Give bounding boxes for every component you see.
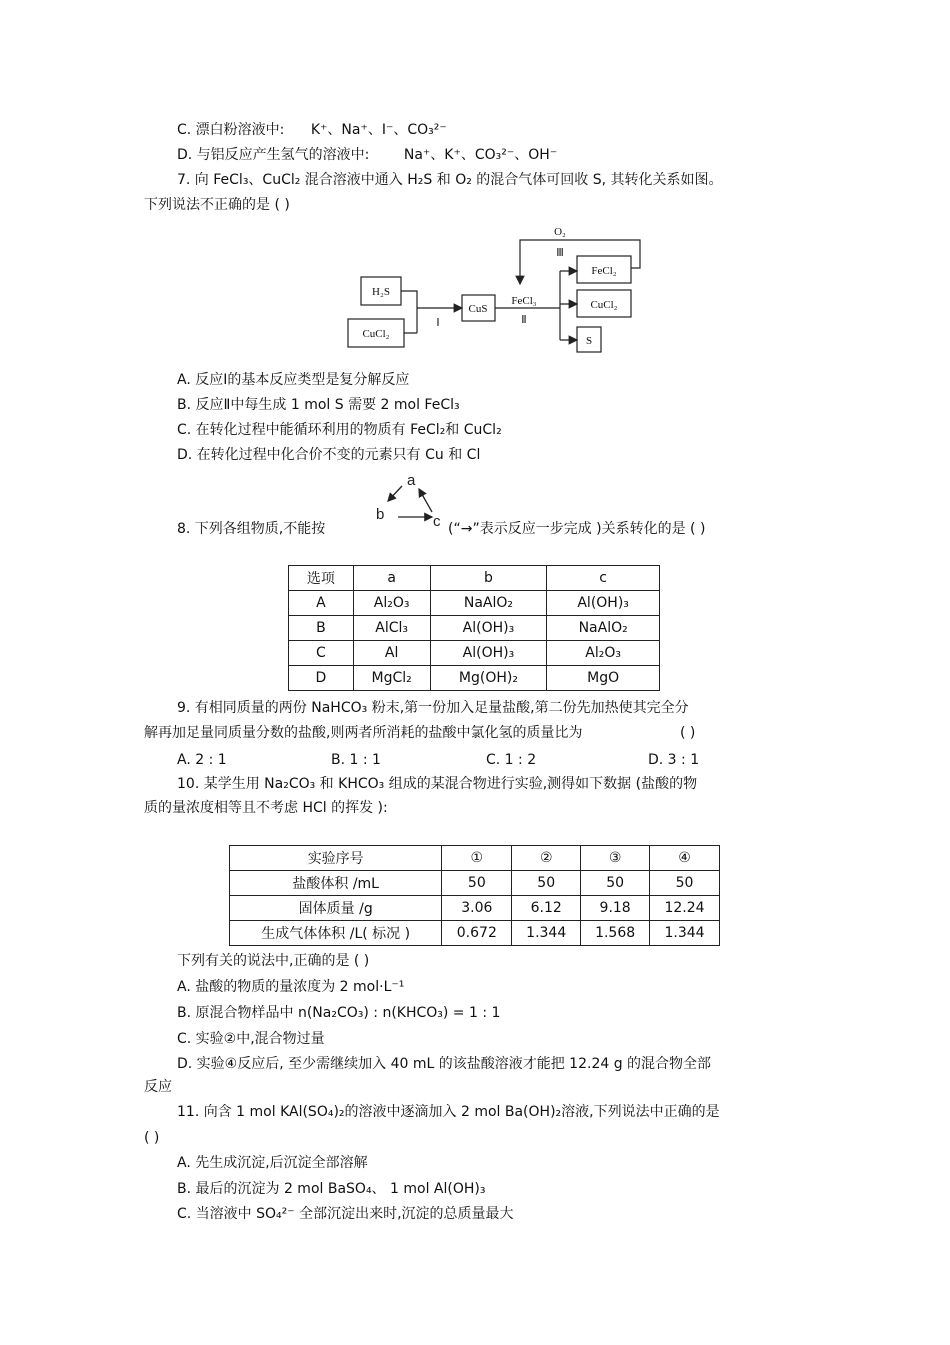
q9-option-b: B. 1 : 1 (331, 752, 381, 768)
q10-option-d-cont: 反应 (144, 1079, 172, 1095)
table-cell: 50 (512, 871, 581, 896)
fecl3-label: FeCl₃ (511, 295, 537, 307)
q7-option-b: B. 反应Ⅱ中每生成 1 mol S 需要 2 mol FeCl₃ (177, 397, 460, 413)
table-cell: A (289, 591, 354, 616)
header-cell: b (430, 566, 547, 591)
reaction-i-arrow (401, 291, 462, 333)
table-cell: Mg(OH)₂ (430, 666, 547, 691)
table-header-row (289, 566, 660, 591)
table-cell: 1.344 (650, 921, 720, 946)
table-row (230, 871, 720, 896)
table-cell: NaAlO₂ (430, 591, 547, 616)
table-cell: 固体质量 /g (230, 896, 442, 921)
triangle-a: a (407, 472, 416, 489)
q7-stem-line1: 7. 向 FeCl₃、CuCl₂ 混合溶液中通入 H₂S 和 O₂ 的混合气体可回收 S, 其转化关系如图。 (177, 172, 723, 188)
cus-label: CuS (468, 303, 488, 315)
table-cell: 盐酸体积 /mL (230, 871, 442, 896)
table-cell: Al(OH)₃ (430, 641, 547, 666)
q6-option-c (177, 121, 447, 139)
fecl2-label: FeCl₂ (591, 265, 617, 277)
table-row (289, 591, 660, 616)
table-cell: Al₂O₃ (547, 641, 660, 666)
q10-question: 下列有关的说法中,正确的是 ( ) (177, 953, 370, 969)
q10-option-b: B. 原混合物样品中 n(Na₂CO₃) : n(KHCO₃) = 1 : 1 (177, 1005, 501, 1021)
q11-stem-line1: 11. 向含 1 mol KAl(SO₄)₂的溶液中逐滴加入 2 mol Ba(OH)₂溶液,下列说法中正确的是 (177, 1104, 720, 1120)
table-cell: C (289, 641, 354, 666)
triangle-b: b (376, 506, 385, 523)
header-cell: 选项 (289, 566, 354, 591)
cucl2-input-label: CuCl₂ (362, 328, 390, 340)
table-cell: MgO (547, 666, 660, 691)
q8-triangle-diagram (370, 472, 450, 528)
reaction-iii-label: Ⅲ (556, 247, 564, 259)
table-cell: 50 (442, 871, 512, 896)
table-cell: 3.06 (442, 896, 512, 921)
table-cell: NaAlO₂ (547, 616, 660, 641)
table-cell: 1.568 (581, 921, 650, 946)
q8-table (288, 565, 660, 691)
q8-stem-after: (“→”表示反应一步完成 )关系转化的是 ( ) (448, 521, 706, 537)
q9-option-a: A. 2 : 1 (177, 752, 227, 768)
table-row (230, 921, 720, 946)
q6-option-d-ions: Na⁺、K⁺、CO₃²⁻、OH⁻ (403, 147, 558, 163)
table-cell: 50 (650, 871, 720, 896)
q11-option-c: C. 当溶液中 SO₄²⁻ 全部沉淀出来时,沉淀的总质量最大 (177, 1206, 514, 1222)
table-cell: Al(OH)₃ (547, 591, 660, 616)
q11-option-a: A. 先生成沉淀,后沉淀全部溶解 (177, 1155, 368, 1171)
q7-option-c: C. 在转化过程中能循环利用的物质有 FeCl₂和 CuCl₂ (177, 422, 502, 438)
triangle-c: c (433, 513, 441, 528)
q10-option-a: A. 盐酸的物质的量浓度为 2 mol·L⁻¹ (177, 979, 405, 995)
q7-option-d: D. 在转化过程中化合价不变的元素只有 Cu 和 Cl (177, 447, 481, 463)
q9-option-c: C. 1 : 2 (486, 752, 537, 768)
q9-paren: ( ) (680, 725, 696, 741)
header-cell: 实验序号 (230, 846, 442, 871)
header-cell: ① (442, 846, 512, 871)
table-cell: MgCl₂ (353, 666, 430, 691)
q7-conversion-diagram (340, 222, 650, 362)
reaction-ii-label: Ⅱ (521, 314, 527, 326)
q7-stem-line2: 下列说法不正确的是 ( ) (144, 197, 290, 213)
table-cell: Al (353, 641, 430, 666)
table-cell: 50 (581, 871, 650, 896)
table-cell: 12.24 (650, 896, 720, 921)
s-label: S (585, 335, 593, 347)
reaction-iii-arrow (520, 240, 640, 284)
table-row (289, 641, 660, 666)
q9-stem-line1: 9. 有相同质量的两份 NaHCO₃ 粉末,第一份加入足量盐酸,第二份先加热使其完全分 (177, 700, 689, 716)
h2s-label: H₂S (372, 286, 390, 298)
table-cell: Al(OH)₃ (430, 616, 547, 641)
table-cell: Al₂O₃ (353, 591, 430, 616)
table-cell: 0.672 (442, 921, 512, 946)
q10-table (229, 845, 720, 946)
header-cell: ③ (581, 846, 650, 871)
q11-stem-line2: ( ) (144, 1130, 160, 1146)
table-row (289, 666, 660, 691)
table-cell: 6.12 (512, 896, 581, 921)
table-row (230, 896, 720, 921)
table-cell: 生成气体体积 /L( 标况 ) (230, 921, 442, 946)
q7-option-a: A. 反应Ⅰ的基本反应类型是复分解反应 (177, 372, 410, 388)
header-cell: c (547, 566, 660, 591)
q6-option-d (177, 146, 557, 164)
table-cell: 9.18 (581, 896, 650, 921)
cucl2-output-label: CuCl₂ (590, 299, 618, 311)
header-cell: a (353, 566, 430, 591)
o2-label: O₂ (554, 226, 566, 238)
q6-option-d-label: D. 与铝反应产生氢气的溶液中: (177, 147, 370, 163)
q10-option-d: D. 实验④反应后, 至少需继续加入 40 mL 的该盐酸溶液才能把 12.24 g 的混合物全部 (177, 1056, 712, 1072)
table-cell: AlCl₃ (353, 616, 430, 641)
q8-stem-before: 8. 下列各组物质,不能按 (177, 521, 326, 537)
q6-option-c-label: C. 漂白粉溶液中: (177, 122, 285, 138)
q9-option-d: D. 3 : 1 (648, 752, 700, 768)
q9-stem-line2: 解再加足量同质量分数的盐酸,则两者所消耗的盐酸中氯化氢的质量比为 (144, 725, 583, 741)
table-row (289, 616, 660, 641)
q10-stem-line2: 质的量浓度相等且不考虑 HCl 的挥发 ): (144, 800, 388, 816)
table-cell: 1.344 (512, 921, 581, 946)
q10-option-c: C. 实验②中,混合物过量 (177, 1031, 325, 1047)
table-header-row (230, 846, 720, 871)
reaction-i-label: Ⅰ (436, 317, 440, 329)
q11-option-b: B. 最后的沉淀为 2 mol BaSO₄、 1 mol Al(OH)₃ (177, 1181, 486, 1197)
header-cell: ④ (650, 846, 720, 871)
q6-option-c-ions: K⁺、Na⁺、I⁻、CO₃²⁻ (310, 122, 447, 138)
table-cell: B (289, 616, 354, 641)
header-cell: ② (512, 846, 581, 871)
table-cell: D (289, 666, 354, 691)
q10-stem-line1: 10. 某学生用 Na₂CO₃ 和 KHCO₃ 组成的某混合物进行实验,测得如下数据 (盐酸的物 (177, 776, 698, 792)
